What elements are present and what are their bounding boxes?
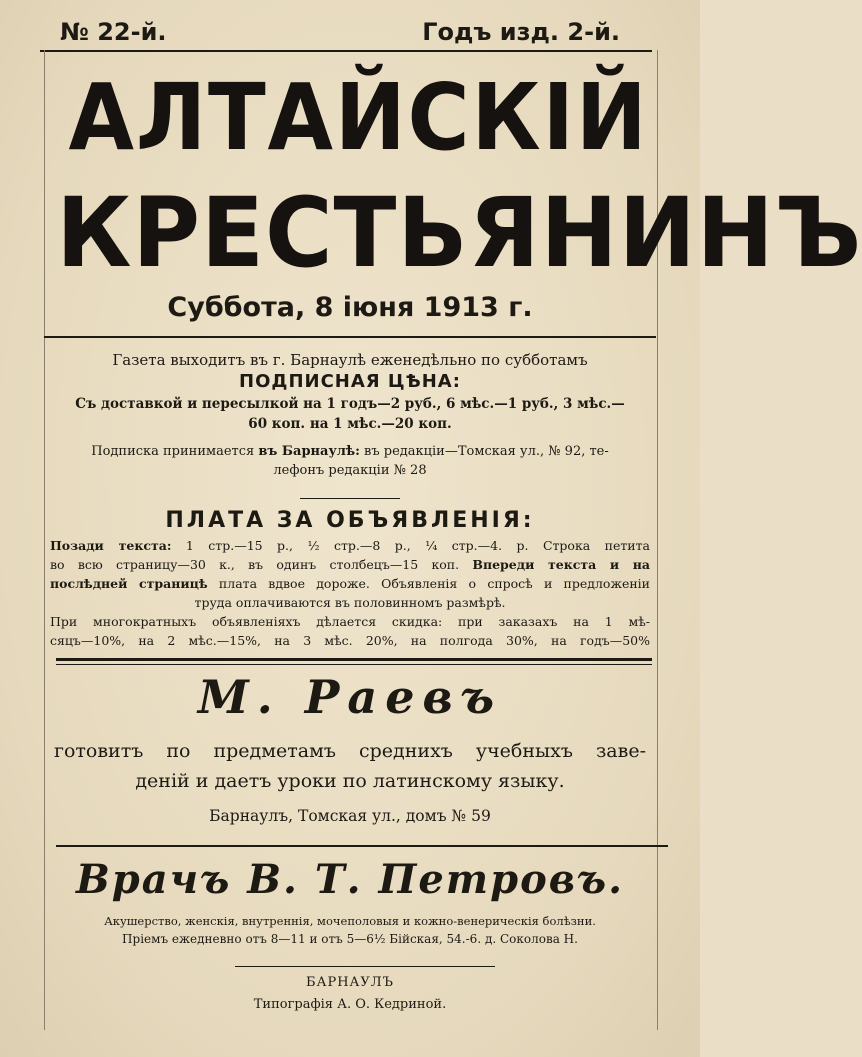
- accept-prefix: Подписка принимается: [91, 444, 259, 459]
- ads-line-1: [50, 536, 650, 555]
- raev-line-1: готовитъ по предметамъ среднихъ учебныхъ заве-: [54, 740, 646, 762]
- petrov-line-1: Акушерство, женскiя, внутреннiя, мочеполовыя и кожно-венерическiя болѣзни.: [104, 914, 596, 928]
- ads-line-2: [50, 555, 650, 574]
- footer-printer: Типографiя А. О. Кедриной.: [253, 997, 447, 1012]
- petrov-name: Врачъ В. Т. Петровъ.: [75, 856, 625, 903]
- subscription-accept-line-1: [48, 442, 652, 461]
- ads-heading: ПЛАТА ЗА ОБЪЯВЛЕНIЯ:: [165, 508, 535, 533]
- raev-ad: [48, 736, 652, 828]
- accept-rest: въ редакцiи—Томская ул., № 92, те-: [359, 444, 609, 459]
- ads-front-text-label: Впереди текста и на: [472, 557, 650, 572]
- price-line-1: Съ доставкой и пересылкой на 1 годъ—2 руб., 6 мѣс.—1 руб., 3 мѣс.—: [75, 396, 625, 412]
- raev-name: М. Раевъ: [197, 670, 503, 724]
- ads-line-1-rest: 1 стр.—15 р., ½ стр.—8 р., ¼ стр.—4. р. Строка петита: [171, 538, 651, 553]
- ads-line-6: сяцъ—10%, на 2 мѣс.—15%, на 3 мѣс. 20%, на полгода 30%, на годъ—50%: [50, 633, 650, 648]
- price-line-2: 60 коп. на 1 мѣс.—20 коп.: [248, 416, 452, 432]
- ads-back-text-label: Позади текста:: [50, 538, 172, 553]
- ads-line-3-rest: плата вдвое дороже. Объявленiя о спросѣ и предложенiи: [207, 576, 650, 591]
- ads-line-3: [50, 574, 650, 593]
- double-rule-top: [56, 658, 652, 661]
- footer-rule: [235, 966, 495, 967]
- ads-line-2-prefix: во всю страницу—30 к., въ одинъ столбецъ—15 коп.: [50, 557, 473, 572]
- subscription-heading: ПОДПИСНАЯ ЦѢНА:: [239, 371, 461, 392]
- double-rule-bottom: [56, 664, 652, 665]
- raev-line-2: денiй и даетъ уроки по латинскому языку.: [135, 770, 565, 792]
- issue-header: [60, 18, 620, 50]
- subscription-accept-line-2: лефонъ редакцiи № 28: [273, 463, 427, 478]
- petrov-line-2: Прiемъ ежедневно отъ 8—11 и отъ 5—6½ Бiйская, 54.-6. д. Соколова Н.: [122, 932, 578, 946]
- subscription-section: [48, 350, 652, 480]
- accept-city: въ Барнаулѣ:: [258, 444, 360, 459]
- masthead-rule: [44, 336, 656, 338]
- petrov-rule: [56, 845, 668, 847]
- short-rule: [300, 498, 400, 499]
- footer-city: БАРНАУЛЪ: [306, 975, 394, 990]
- ads-last-page-label: послѣдней страницѣ: [50, 576, 208, 591]
- masthead-line-2: КРЕСТЬЯНИНЪ: [56, 177, 862, 289]
- petrov-ad: [48, 912, 652, 949]
- ads-section: [48, 506, 652, 650]
- issue-date: Суббота, 8 iюня 1913 г.: [167, 292, 533, 323]
- issue-number: № 22-й.: [60, 18, 167, 46]
- publication-year: Годъ изд. 2-й.: [422, 18, 620, 46]
- ads-line-5: При многократныхъ объявленiяхъ дѣлается скидка: при заказахъ на 1 мѣ-: [50, 614, 650, 629]
- raev-address: Барнаулъ, Томская ул., домъ № 59: [209, 807, 491, 825]
- footer: [48, 972, 652, 1016]
- frequency-text: Газета выходитъ въ г. Барнаулѣ еженедѣльно по субботамъ: [112, 351, 588, 369]
- ads-line-4: труда оплачиваются въ половинномъ размѣрѣ.: [194, 595, 506, 610]
- masthead-line-1: АЛТАЙСКIЙ: [68, 64, 649, 171]
